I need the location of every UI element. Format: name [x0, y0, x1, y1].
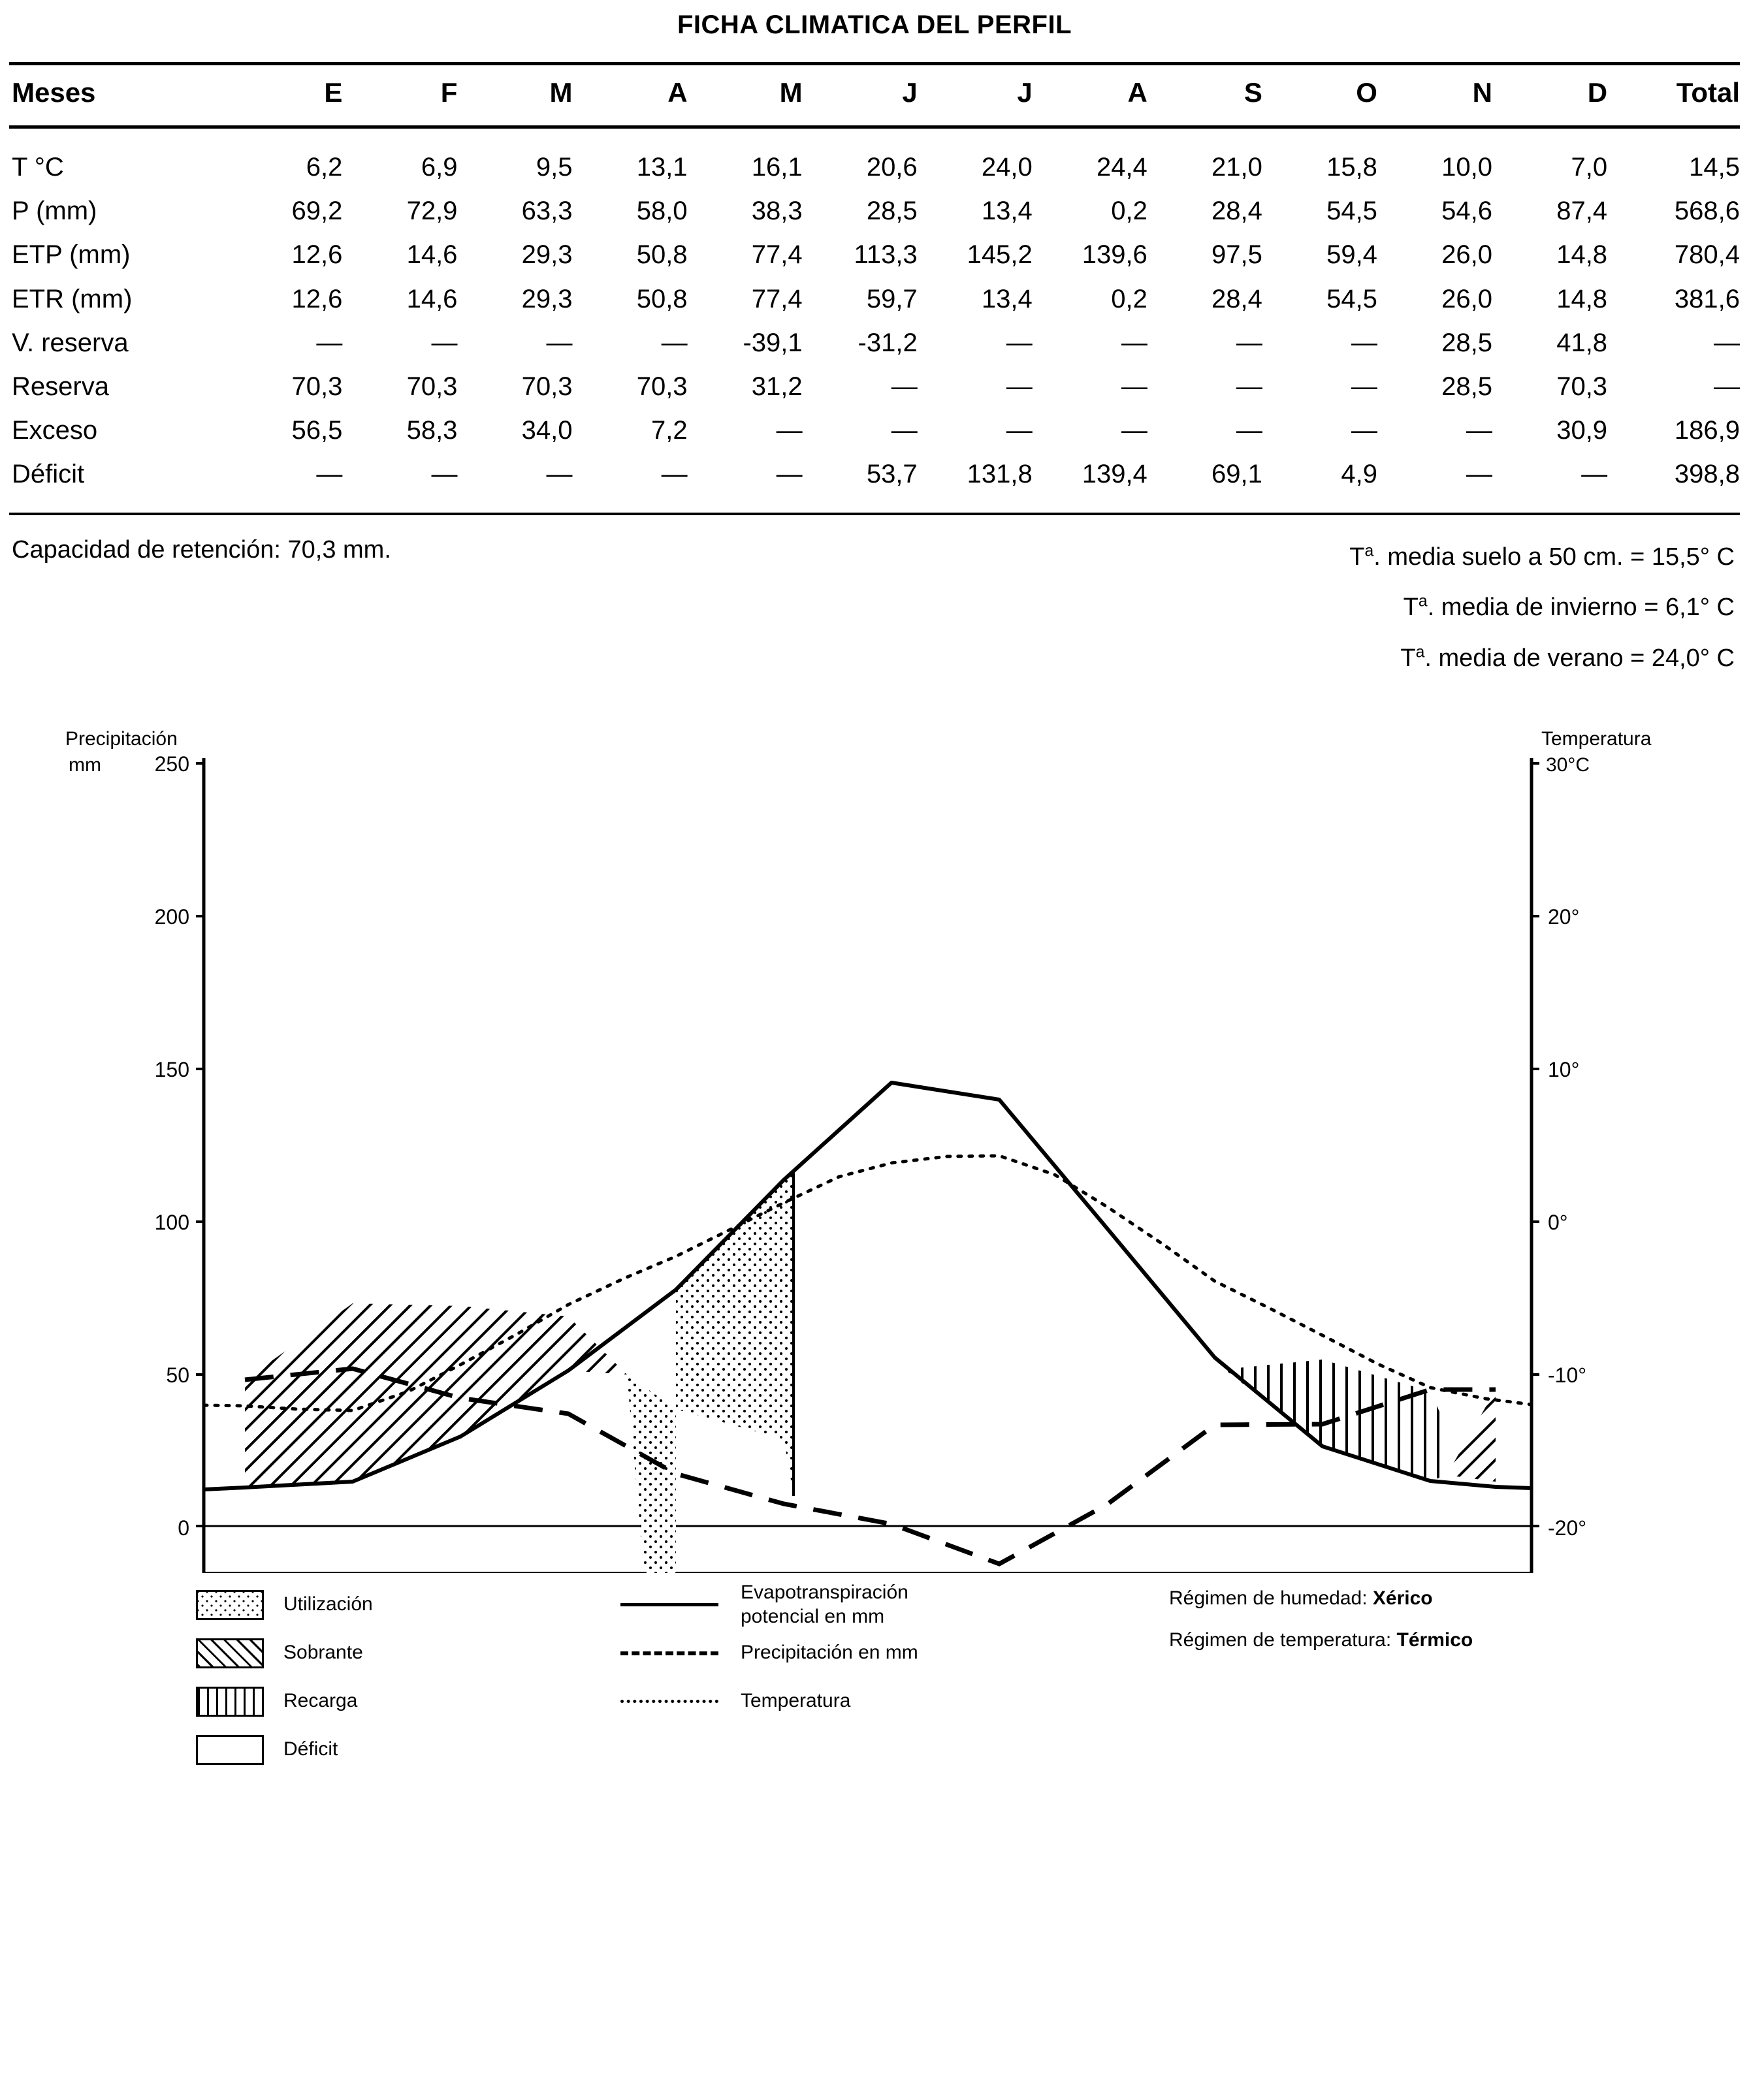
y-left-axis-title-2: mm [69, 754, 101, 776]
cell: -31,2 [858, 328, 918, 357]
row-label: P (mm) [12, 197, 97, 226]
cell: — [776, 460, 803, 489]
legend-label: Recarga [283, 1690, 358, 1712]
y-left-tick-50: 50 [166, 1363, 189, 1387]
cell: — [1466, 416, 1492, 445]
area-sobrante-december [1447, 1390, 1496, 1482]
header-month-S: S [1147, 64, 1262, 126]
ordinal-marker: a [1415, 643, 1425, 661]
legend-label: Sobrante [283, 1642, 363, 1664]
cell: — [546, 460, 573, 489]
humidity-regime-value: Xérico [1372, 1587, 1433, 1609]
cell: 29,3 [521, 240, 573, 270]
cell: — [1006, 372, 1033, 401]
humidity-regime [1169, 1587, 1473, 1629]
climate-table [9, 62, 1740, 125]
row-label: Déficit [12, 460, 85, 489]
header-total: Total [1607, 64, 1740, 126]
legend-label-line1: Evapotranspiración [741, 1581, 908, 1603]
winter-temp-note [1349, 582, 1735, 633]
cell: — [776, 416, 803, 445]
table-row-t [9, 146, 1740, 189]
chart-legend [0, 1576, 1749, 1817]
cell: 16,1 [751, 153, 803, 182]
cell: 97,5 [1211, 240, 1262, 270]
table-header [9, 64, 1740, 126]
row-label: Exceso [12, 416, 98, 445]
cell: 381,6 [1674, 284, 1740, 313]
cell: — [546, 328, 573, 357]
cell: 50,8 [636, 284, 688, 313]
cell: 53,7 [866, 460, 918, 489]
cell: — [1121, 328, 1147, 357]
temperature-regime-label: Régimen de temperatura: [1169, 1629, 1392, 1651]
cell: — [1714, 328, 1740, 357]
cell: 14,5 [1689, 153, 1740, 182]
table-row [9, 129, 1740, 146]
cell: 59,4 [1326, 240, 1377, 270]
legend-label: Utilización [283, 1593, 373, 1615]
ordinal-marker: a [1418, 592, 1428, 611]
cell: 29,3 [521, 284, 573, 313]
temp-prefix: T [1403, 594, 1419, 622]
cell: — [1581, 460, 1608, 489]
legend-item-deficit [196, 1726, 373, 1774]
legend-item-sobrante [196, 1629, 373, 1678]
cell: 50,8 [636, 240, 688, 270]
temperature-regime-value: Térmico [1396, 1629, 1473, 1651]
cell: 31,2 [751, 372, 803, 401]
cell: 131,8 [967, 460, 1033, 489]
cell: 30,9 [1556, 416, 1608, 445]
cell: 13,4 [981, 284, 1033, 313]
cell: 398,8 [1674, 460, 1740, 489]
page-title: FICHA CLIMATICA DEL PERFIL [677, 10, 1072, 39]
winter-temp-text: . media de invierno = 6,1° C [1427, 594, 1735, 622]
legend-lines [620, 1581, 918, 1726]
header-month-F: F [342, 64, 457, 126]
cell: — [316, 460, 343, 489]
cell: 9,5 [536, 153, 573, 182]
deficit-swatch-icon [196, 1735, 264, 1765]
cell: — [1351, 372, 1377, 401]
ordinal-marker: a [1364, 541, 1374, 560]
table-row-exceso [9, 409, 1740, 453]
table-row-etr [9, 278, 1740, 321]
summer-temp-note [1349, 633, 1735, 684]
cell: 26,0 [1441, 240, 1492, 270]
legend-item-etp [620, 1581, 918, 1629]
header-month-A1: A [573, 64, 688, 126]
cell: — [1236, 328, 1262, 357]
row-label: ETP (mm) [12, 240, 131, 270]
cell: — [1121, 372, 1147, 401]
cell: 139,4 [1082, 460, 1147, 489]
cell: 113,3 [854, 240, 918, 270]
cell: 0,2 [1111, 284, 1147, 313]
cell: 58,3 [406, 416, 458, 445]
cell: 14,6 [406, 240, 458, 270]
legend-item-recarga [196, 1678, 373, 1726]
cell: 12,6 [291, 240, 343, 270]
cell: 26,0 [1441, 284, 1492, 313]
temperature-notes [1349, 532, 1735, 685]
cell: 70,3 [291, 372, 343, 401]
cell: 58,0 [636, 197, 688, 226]
cell: — [316, 328, 343, 357]
cell: 77,4 [751, 284, 803, 313]
y-left-tick-100: 100 [154, 1210, 189, 1234]
cell: 15,8 [1326, 153, 1377, 182]
legend-label-line2: potencial en mm [741, 1605, 885, 1627]
dotted-line-icon [620, 1698, 718, 1705]
cell: 59,7 [866, 284, 918, 313]
cell: 186,9 [1674, 416, 1740, 445]
cell: 77,4 [751, 240, 803, 270]
cell: — [431, 460, 458, 489]
legend-regimes [1169, 1587, 1473, 1671]
row-label: ETR (mm) [12, 284, 133, 313]
cell: 54,5 [1326, 197, 1377, 226]
header-month-O: O [1262, 64, 1377, 126]
table-row-p [9, 189, 1740, 233]
cell: 70,3 [406, 372, 458, 401]
header-month-M1: M [457, 64, 572, 126]
y-right-axis-title: Temperatura [1541, 727, 1652, 750]
legend-label: Déficit [283, 1738, 338, 1760]
y-left-tick-0: 0 [178, 1516, 189, 1540]
cell: 54,6 [1441, 197, 1492, 226]
cell: 87,4 [1556, 197, 1608, 226]
summer-temp-text: . media de verano = 24,0° C [1424, 644, 1735, 673]
climate-table-wrap [9, 62, 1740, 125]
cell: — [1006, 328, 1033, 357]
cell: 21,0 [1211, 153, 1262, 182]
cell: 28,5 [866, 197, 918, 226]
cell: 12,6 [291, 284, 343, 313]
legend-label-etp [741, 1581, 908, 1629]
table-bottom-rule [9, 513, 1740, 515]
climate-table-body [9, 129, 1740, 513]
cell: 14,8 [1556, 284, 1608, 313]
cell: — [1714, 372, 1740, 401]
row-label: V. reserva [12, 328, 129, 357]
cell: 54,5 [1326, 284, 1377, 313]
cell: 7,0 [1571, 153, 1608, 182]
area-sobrante-winter [245, 1303, 627, 1488]
cell: -39,1 [743, 328, 803, 357]
cell: 14,8 [1556, 240, 1608, 270]
cell: — [1466, 460, 1492, 489]
y-right-tick-m10: -10° [1548, 1363, 1587, 1387]
cell: 70,3 [636, 372, 688, 401]
cell: 10,0 [1441, 153, 1492, 182]
cell: 28,5 [1441, 372, 1492, 401]
climogram-chart [0, 698, 1749, 1573]
y-left-tick-200: 200 [154, 904, 189, 929]
header-month-D: D [1492, 64, 1607, 126]
row-label: T °C [12, 153, 64, 182]
cell: 56,5 [291, 416, 343, 445]
y-left-tick-250: 250 [154, 752, 189, 776]
cell: 69,1 [1211, 460, 1262, 489]
legend-item-temperatura [620, 1678, 918, 1726]
y-left-tick-150: 150 [154, 1057, 189, 1081]
cell: — [1121, 416, 1147, 445]
cell: — [1236, 416, 1262, 445]
table-row [9, 497, 1740, 513]
header-month-E: E [227, 64, 342, 126]
temp-prefix: T [1349, 543, 1365, 571]
temp-prefix: T [1400, 644, 1416, 673]
cell: 72,9 [406, 197, 458, 226]
cell: 7,2 [650, 416, 688, 445]
notes-block [9, 532, 1740, 682]
header-month-N: N [1377, 64, 1492, 126]
header-month-J2: J [918, 64, 1033, 126]
cell: 6,2 [306, 153, 343, 182]
y-right-tick-m20: -20° [1548, 1516, 1587, 1540]
header-month-M2: M [688, 64, 803, 126]
solid-line-icon [620, 1602, 718, 1608]
cell: 14,6 [406, 284, 458, 313]
table-row-deficit [9, 453, 1740, 496]
climate-table-body-wrap [9, 129, 1740, 513]
y-left-axis-title-1: Precipitación [65, 727, 178, 750]
cell: 34,0 [521, 416, 573, 445]
cell: 780,4 [1674, 240, 1740, 270]
cell: 41,8 [1556, 328, 1608, 357]
y-right-axis-top-label: 30°C [1546, 754, 1590, 776]
sobrante-swatch-icon [196, 1638, 264, 1668]
cell: 28,5 [1441, 328, 1492, 357]
cell: 38,3 [751, 197, 803, 226]
cell: 145,2 [967, 240, 1033, 270]
chart-svg [0, 698, 1749, 1573]
cell: 70,3 [1556, 372, 1608, 401]
y-right-tick-20: 20° [1548, 904, 1580, 929]
cell: — [661, 328, 688, 357]
humidity-regime-label: Régimen de humedad: [1169, 1587, 1368, 1609]
cell: 6,9 [421, 153, 458, 182]
cell: — [1006, 416, 1033, 445]
table-row-vreserva [9, 321, 1740, 365]
cell: 568,6 [1674, 197, 1740, 226]
cell: 139,6 [1082, 240, 1147, 270]
dashed-line-icon [620, 1650, 718, 1657]
legend-label: Temperatura [741, 1690, 851, 1712]
cell: 24,4 [1096, 153, 1147, 182]
y-right-tick-10: 10° [1548, 1057, 1580, 1081]
cell: 4,9 [1341, 460, 1377, 489]
cell: 28,4 [1211, 197, 1262, 226]
cell: — [1351, 328, 1377, 357]
cell: 13,4 [981, 197, 1033, 226]
cell: 28,4 [1211, 284, 1262, 313]
cell: 13,1 [636, 153, 688, 182]
recarga-swatch-icon [196, 1687, 264, 1717]
cell: 0,2 [1111, 197, 1147, 226]
header-meses: Meses [9, 64, 227, 126]
legend-patterns [196, 1581, 373, 1774]
row-label: Reserva [12, 372, 109, 401]
cell: 63,3 [521, 197, 573, 226]
cell: — [431, 328, 458, 357]
cell: 69,2 [291, 197, 343, 226]
cell: 20,6 [866, 153, 918, 182]
retention-capacity-note: Capacidad de retención: 70,3 mm. [12, 535, 391, 564]
cell: — [891, 416, 918, 445]
cell: 70,3 [521, 372, 573, 401]
y-right-tick-0: 0° [1548, 1210, 1568, 1234]
legend-item-utilizacion [196, 1581, 373, 1629]
temperature-regime [1169, 1629, 1473, 1671]
soil-temp-note [1349, 532, 1735, 583]
header-month-A2: A [1033, 64, 1147, 126]
header-month-J1: J [803, 64, 918, 126]
cell: 24,0 [981, 153, 1033, 182]
soil-temp-text: . media suelo a 50 cm. = 15,5° C [1373, 543, 1735, 571]
legend-item-precipitacion [620, 1629, 918, 1678]
cell: — [661, 460, 688, 489]
utilizacion-swatch-icon [196, 1590, 264, 1620]
cell: — [1236, 372, 1262, 401]
table-row-reserva [9, 365, 1740, 409]
legend-label: Precipitación en mm [741, 1642, 918, 1664]
cell: — [891, 372, 918, 401]
table-body [9, 129, 1740, 513]
cell: — [1351, 416, 1377, 445]
area-utilizacion [627, 1171, 794, 1573]
table-row-etp [9, 233, 1740, 277]
